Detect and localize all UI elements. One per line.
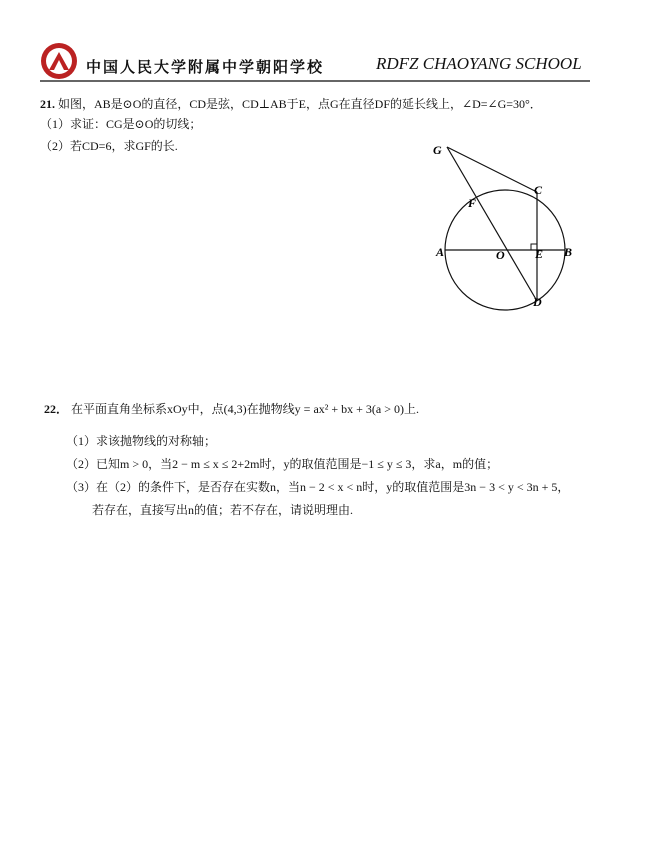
circle-diagram xyxy=(420,135,590,315)
label-F: F xyxy=(468,196,477,210)
q21-part2: （2）若CD=6，求GF的长. xyxy=(40,139,178,153)
q22-stem xyxy=(44,400,419,417)
label-C: C xyxy=(534,183,543,197)
label-G: G xyxy=(433,143,442,157)
school-name-cn: 中国人民大学附属中学朝阳学校 xyxy=(86,58,325,76)
q22-part1: （1）求该抛物线的对称轴； xyxy=(66,434,217,448)
q21-stem xyxy=(40,95,542,112)
q21-stem-text: 如图，AB是⊙O的直径，CD是弦，CD⊥AB于E，点G在直径DF的延长线上，∠D=∠G=30°． xyxy=(58,97,542,111)
school-name-en: RDFZ CHAOYANG SCHOOL xyxy=(376,54,582,73)
q22-part3b: 若存在，直接写出n的值；若不存在，请说明理由. xyxy=(92,503,354,517)
q22-part2: （2）已知m > 0，当2 − m ≤ x ≤ 2+2m时，y的取值范围是−1 ≤ y ≤ 3，求a，m的值； xyxy=(66,457,499,471)
label-A: A xyxy=(436,245,445,259)
q22-stem-text: 在平面直角坐标系xOy中，点(4,3)在抛物线y = ax² + bx + 3(a > 0)上. xyxy=(71,402,419,416)
q21-number: 21. xyxy=(40,97,55,111)
q21-part1: （1）求证：CG是⊙O的切线； xyxy=(40,117,202,131)
label-B: B xyxy=(564,245,573,259)
q22-part3: （3）在（2）的条件下，是否存在实数n，当n − 2 < x < n时，y的取值范围是3n − 3 < y < 3n + 5， xyxy=(66,480,570,494)
label-D: D xyxy=(533,295,542,309)
school-logo xyxy=(40,42,78,80)
q22-number: 22． xyxy=(44,402,69,416)
label-O: O xyxy=(496,248,505,262)
header-divider xyxy=(40,80,590,82)
label-E: E xyxy=(535,247,544,261)
